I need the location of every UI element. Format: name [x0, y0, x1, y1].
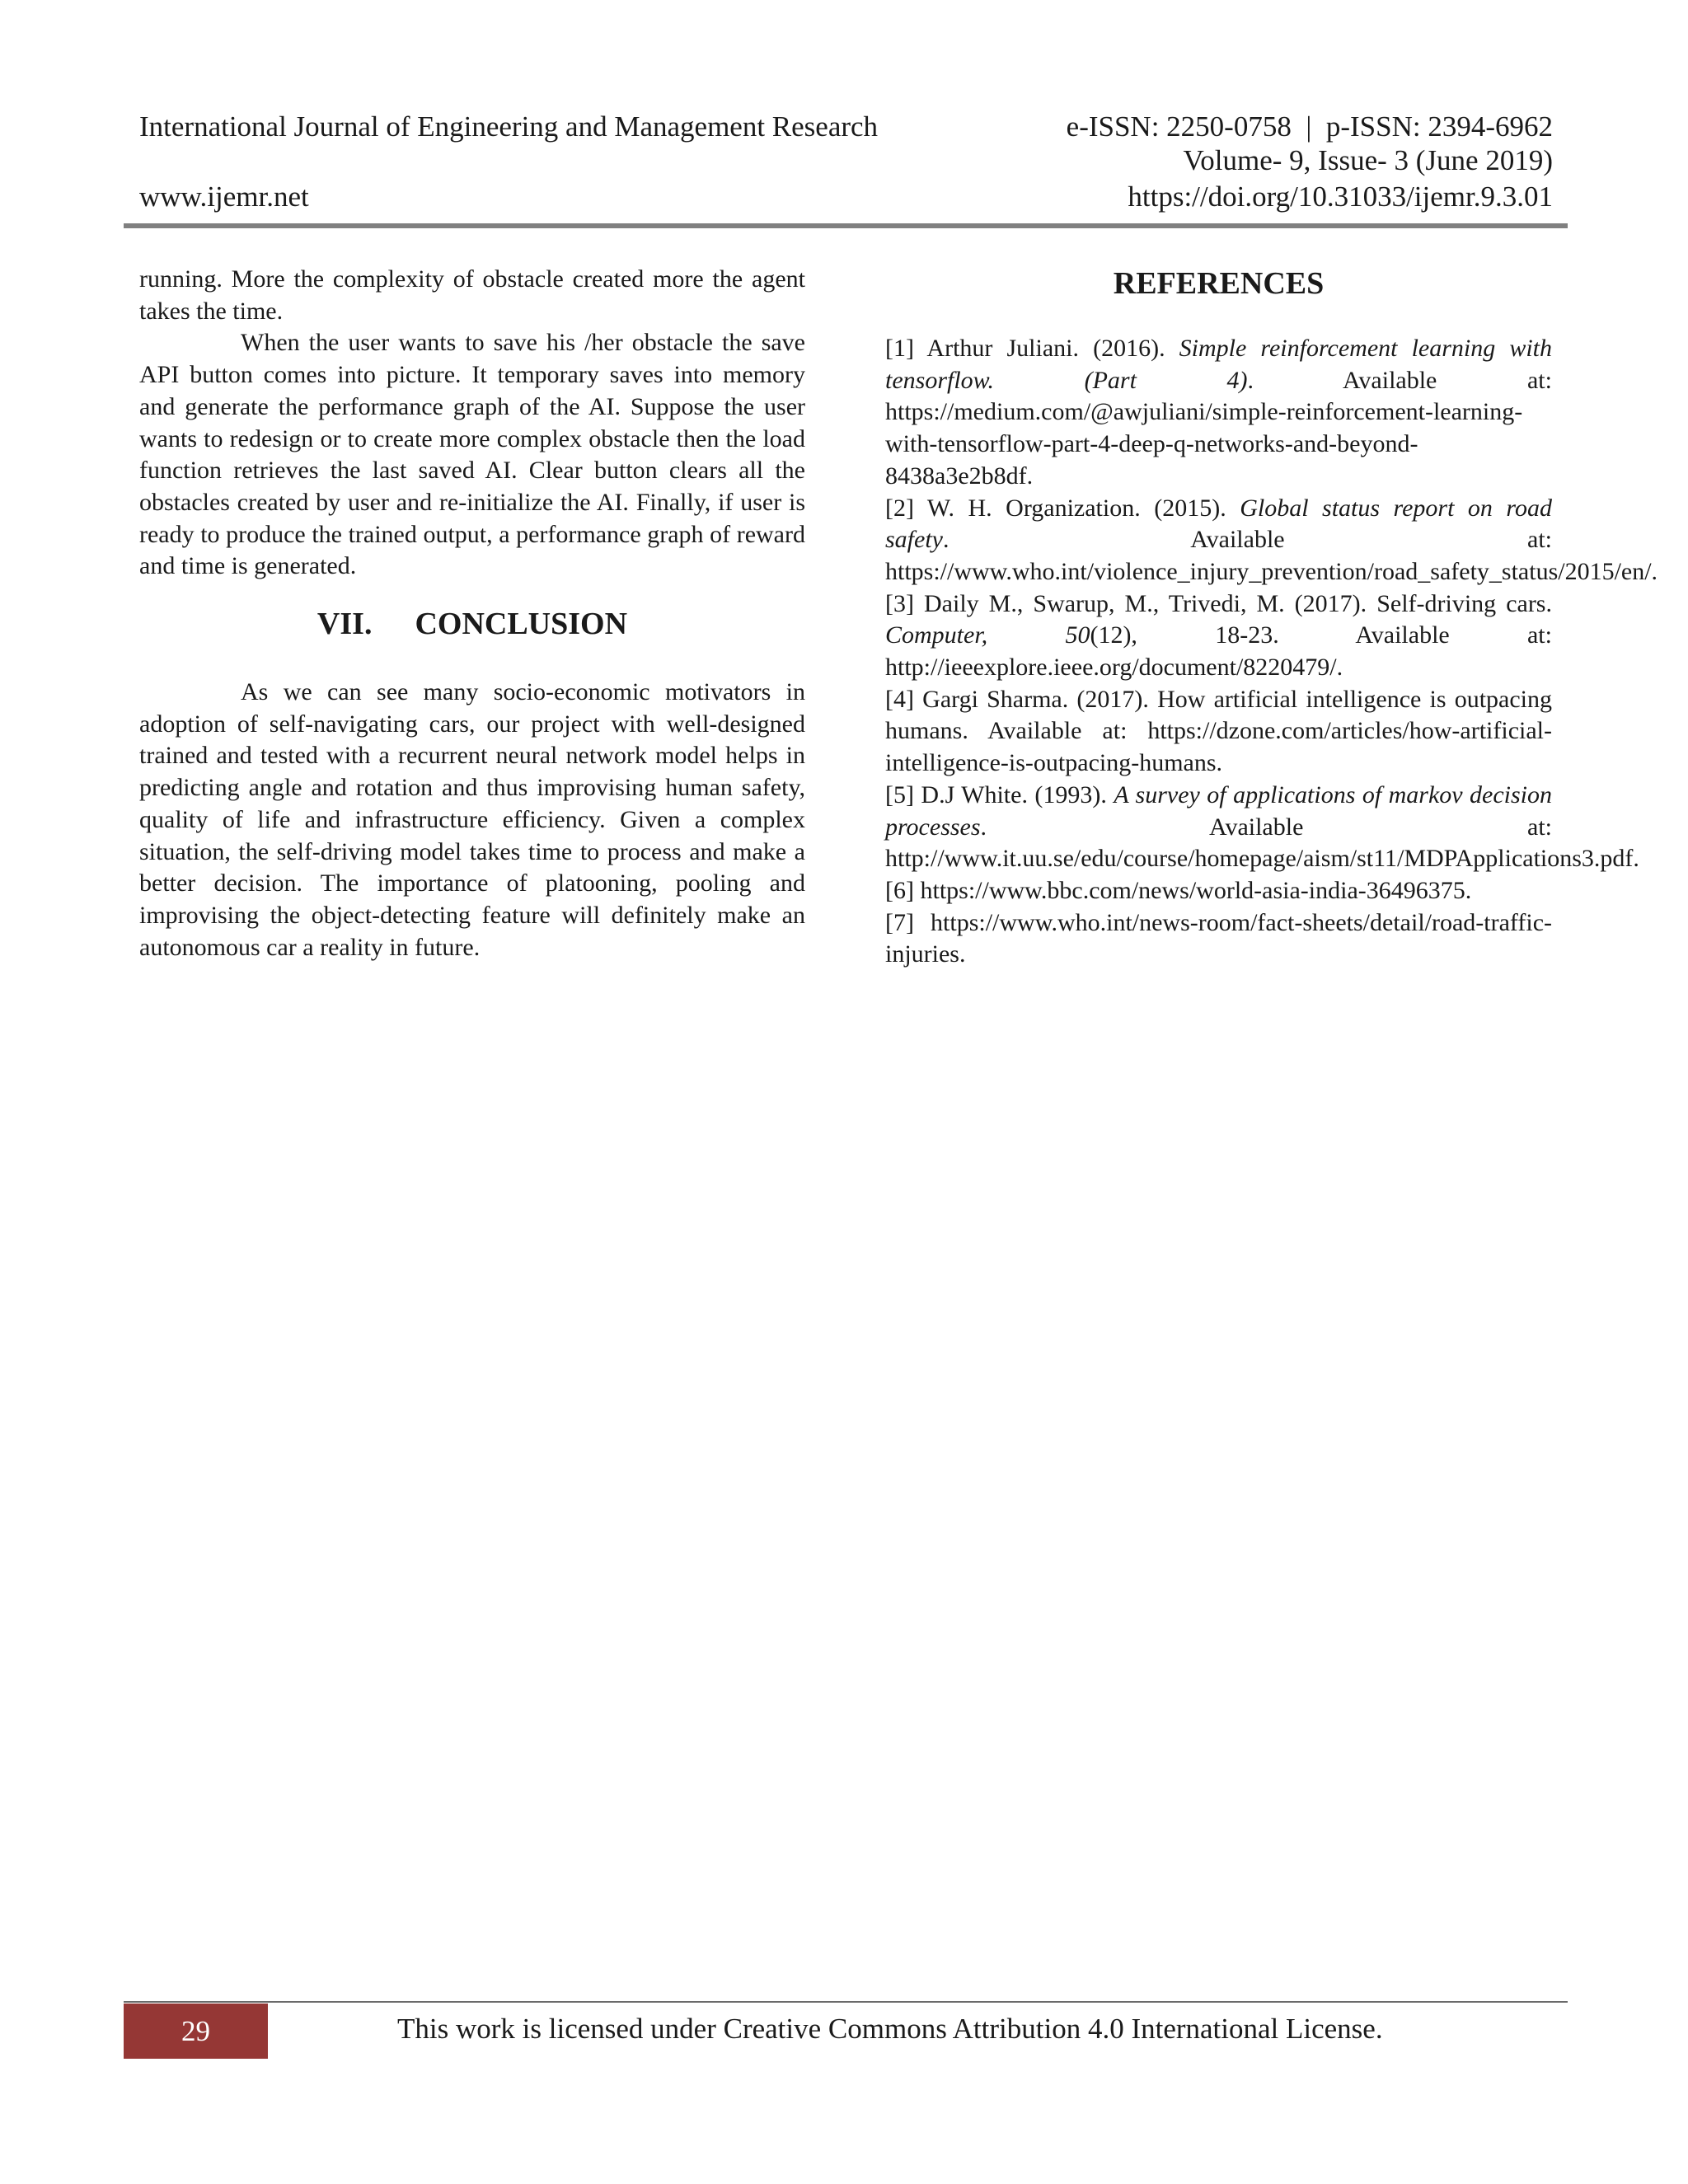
reference-item [885, 588, 1552, 684]
reference-text: [3] Daily M., Swarup, M., Trivedi, M. (2017). Self-driving cars. [885, 589, 1552, 617]
journal-website[interactable]: www.ijemr.net [139, 180, 309, 213]
reference-text: [5] D.J White. (1993). [885, 780, 1114, 808]
section-number: VII. [316, 607, 373, 642]
reference-title: Simple reinforcement learning with tensorflow. (Part 4) [885, 335, 1553, 394]
reference-item [885, 684, 1552, 780]
reference-item [885, 907, 1552, 971]
conclusion-paragraph: As we can see many socio-economic motivators in adoption of self-navigating cars, our project with well-designed trained and tested with a recurrent neural network model helps in predicting angle and rotation and thus improvising human safety, quality of life and infrastructure efficiency. Given a complex situation, the self-driving model takes time to process and make a better decision. The importance of platooning, pooling and improvising the object-detecting feature will definitely make an autonomous car a reality in future. [139, 678, 805, 961]
doi-link[interactable]: https://doi.org/10.31033/ijemr.9.3.01 [1128, 180, 1553, 213]
journal-name: International Journal of Engineering and Management Research [139, 110, 879, 143]
reference-title: Computer, 50 [885, 621, 1090, 649]
footer-divider [124, 2001, 1568, 2003]
license-notice: This work is licensed under Creative Commons Attribution 4.0 International License. [397, 2013, 1383, 2045]
reference-item [885, 780, 1639, 875]
reference-text: [2] W. H. Organization. (2015). [885, 494, 1240, 522]
references-heading: REFERENCES [1113, 266, 1325, 301]
issn-line: e-ISSN: 2250-0758 | p-ISSN: 2394-6962 [1066, 110, 1553, 143]
body-paragraph: running. More the complexity of obstacle created more the agent takes the time. [139, 265, 805, 325]
reference-text: [4] Gargi Sharma. (2017). How artificial intelligence is outpacing humans. Available at: https://dzone.com/articles/how-artificial-intelligence-is-outpacing-humans. [885, 685, 1552, 777]
volume-issue: Volume- 9, Issue- 3 (June 2019) [1183, 144, 1553, 176]
reference-item [885, 333, 1552, 493]
page-number: 29 [124, 2004, 268, 2059]
reference-source: . Available at: http://www.it.uu.se/edu/course/homepage/aism/st11/MDPApplications3.pdf. [885, 813, 1639, 873]
reference-text: [1] Arthur Juliani. (2016). [885, 335, 1179, 362]
right-column [885, 264, 1658, 971]
reference-source: . Available at: https://medium.com/@awjuliani/simple-reinforcement-learning-with-tensorflow-part-4-deep-q-networks-and-beyond-8438a3e2b8df. [885, 366, 1552, 490]
reference-title: A survey of applications of markov decision processes [885, 780, 1552, 841]
conclusion-heading [139, 606, 805, 642]
reference-text: [6] https://www.bbc.com/news/world-asia-india-36496375. [885, 876, 1472, 904]
section-title: CONCLUSION [415, 607, 628, 642]
header-divider [124, 223, 1568, 228]
reference-text: [7] https://www.who.int/news-room/fact-sheets/detail/road-traffic-injuries. [885, 908, 1552, 968]
reference-source: . Available at: https://www.who.int/violence_injury_prevention/road_safety_status/2015/en/. [885, 526, 1658, 585]
reference-item [885, 875, 1552, 907]
reference-title: Global status report on road safety [885, 494, 1552, 554]
reference-item [885, 493, 1658, 588]
reference-list [885, 333, 1658, 971]
body-paragraph: When the user wants to save his /her obstacle the save API button comes into picture. It temporary saves into memory and generate the performance graph of the AI. Suppose the user wants to redesign or to create more complex obstacle then the load function retrieves the last saved AI. Clear button clears all the obstacles created by user and re-initialize the AI. Finally, if user is ready to produce the trained output, a performance graph of reward and time is generated. [139, 329, 805, 580]
reference-source: (12), 18-23. Available at: http://ieeexplore.ieee.org/document/8220479/. [885, 621, 1552, 682]
left-column [139, 264, 805, 963]
